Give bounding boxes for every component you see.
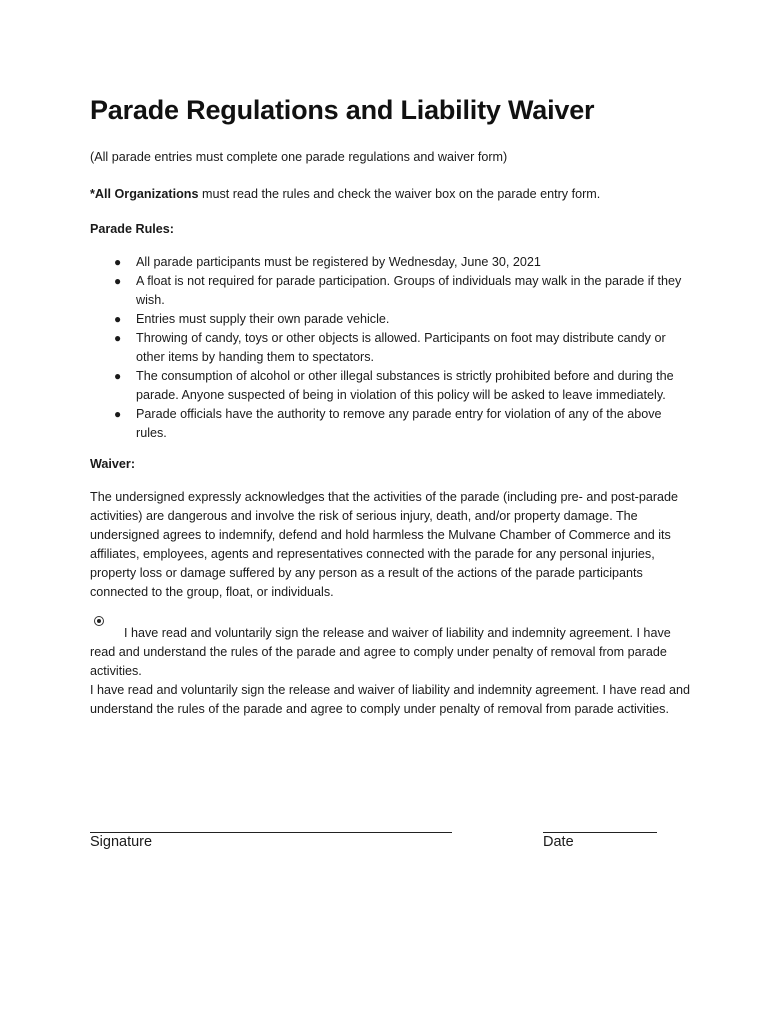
signature-label: Signature (90, 834, 153, 850)
bullet-icon: ● (114, 407, 122, 421)
organizations-rest: must read the rules and check the waiver box on the parade entry form. (198, 187, 601, 201)
rule-item: ● The consumption of alcohol or other illegal substances is strictly prohibited before and during the parade. Anyone suspected of being in violation of this policy will be asked to leave immediately. (114, 369, 674, 402)
rule-item: ● Entries must supply their own parade vehicle. (114, 310, 690, 329)
signature-line[interactable] (90, 820, 452, 833)
rule-item: ● A float is not required for parade participation. Groups of individuals may walk in the parade if they wish. (114, 274, 682, 307)
date-label: Date (543, 834, 574, 850)
organizations-bold: *All Organizations (90, 187, 199, 201)
bullet-icon: ● (114, 331, 122, 345)
waiver-acknowledgement (90, 624, 690, 719)
document-page (90, 95, 690, 719)
bullet-icon: ● (114, 369, 122, 383)
ack-text-repeat: I have read and voluntarily sign the release and waiver of liability and indemnity agreement. I have read and understand the rules of the parade and agree to comply under penalty of removal from parade activities. (90, 683, 690, 716)
bullet-icon: ● (114, 255, 122, 269)
date-line[interactable] (543, 820, 657, 833)
ack-text-line (90, 624, 690, 681)
rules-list (90, 253, 690, 443)
waiver-radio-button[interactable] (94, 616, 104, 626)
document-subtitle: (All parade entries must complete one parade regulations and waiver form) (90, 150, 508, 164)
signature-area (90, 820, 690, 860)
rules-heading: Parade Rules: (90, 222, 174, 236)
rule-item: ● Throwing of candy, toys or other objects is allowed. Participants on foot may distribute candy or other items by handing them to spectators. (114, 331, 666, 364)
ack-text: I have read and voluntarily sign the release and waiver of liability and indemnity agreement. I have read and understand the rules of the parade and agree to comply under penalty of removal from parade activities. (90, 626, 671, 678)
waiver-heading: Waiver: (90, 457, 136, 471)
waiver-text: The undersigned expressly acknowledges that the activities of the parade (including pre- and post-parade activities) are dangerous and involve the risk of serious injury, death, and/or property damage. The undersigned agrees to indemnify, defend and hold harmless the Mulvane Chamber of Commerce and its affiliates, employees, agents and representatives connected with the parade for any personal injuries, property loss or damage suffered by any person as a result of the actions of the parade participants connected to the group, float, or individuals. (90, 490, 679, 599)
rule-item: ● All parade participants must be registered by Wednesday, June 30, 2021 (114, 253, 690, 272)
rule-item: ● Parade officials have the authority to remove any parade entry for violation of any of the above rules. (114, 407, 662, 440)
organizations-notice (90, 185, 690, 204)
bullet-icon: ● (114, 274, 122, 288)
document-title: Parade Regulations and Liability Waiver (90, 95, 595, 125)
bullet-icon: ● (114, 312, 122, 326)
